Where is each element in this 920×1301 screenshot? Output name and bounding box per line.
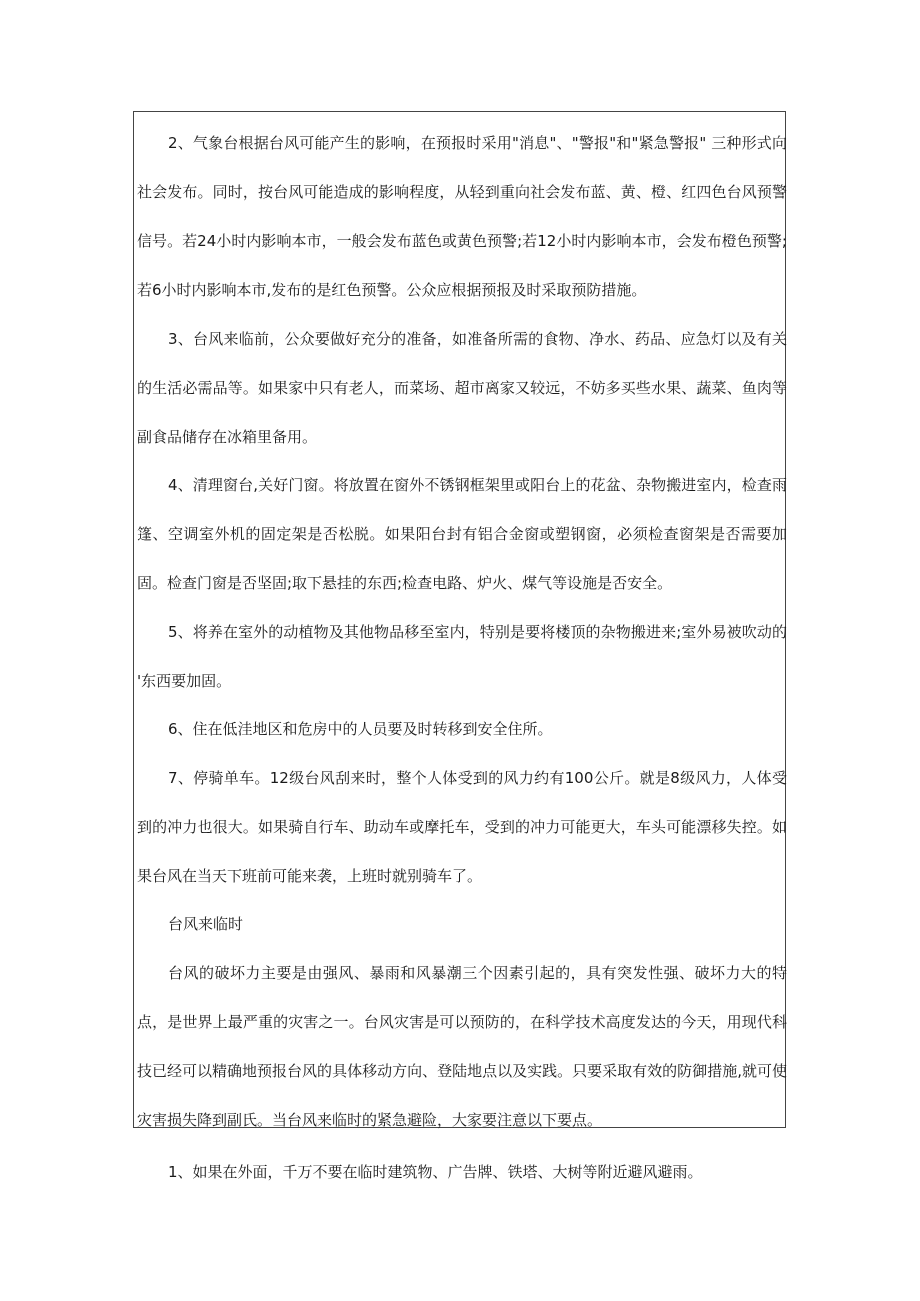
paragraph-3-preparation: 3、台风来临前，公众要做好充分的准备，如准备所需的食物、净水、药品、应急灯以及有关的生活必需品等。如果家中只有老人，而菜场、超市离家又较远，不妨多买些水果、蔬菜、鱼肉等副食品储存在冰箱里备用。 [137, 330, 787, 446]
paragraph-5-plants: 5、将养在室外的动植物及其他物品移至室内，特别是要将楼顶的杂物搬进来;室外易被吹动的 '东西要加固。 [137, 623, 787, 690]
paragraph-2-warning-system: 2、气象台根据台风可能产生的影响，在预报时采用"消息"、"警报"和"紧急警报" 三种形式向社会发布。同时，按台风可能造成的影响程度，从轻到重向社会发布蓝、黄、橙、红四色台风预警信号。若24小时内影响本市，一般会发布蓝色或黄色预警;若12小时内影响本市，会发布橙色预警;若6小时内影响本市,发布的是红色预警。公众应根据预报及时采取预防措施。 [137, 134, 787, 299]
paragraph-1-outdoors: 1、如果在外面，千万不要在临时建筑物、广告牌、铁塔、大树等附近避风避雨。 [168, 1163, 703, 1181]
paragraph-6-relocation: 6、住在低洼地区和危房中的人员要及时转移到安全住所。 [168, 720, 553, 738]
paragraph-7-bicycles: 7、停骑单车。12级台风刮来时，整个人体受到的风力约有100公斤。就是8级风力，人体受到的冲力也很大。如果骑自行车、助动车或摩托车，受到的冲力可能更大，车头可能漂移失控。如果台风在当天下班前可能来袭，上班时就别骑车了。 [137, 769, 787, 885]
paragraph-typhoon-intro: 台风的破坏力主要是由强风、暴雨和风暴潮三个因素引起的，具有突发性强、破坏力大的特点，是世界上最严重的灾害之一。台风灾害是可以预防的，在科学技术高度发达的今天，用现代科技已经可以精确地预报台风的具体移动方向、登陆地点以及实践。只要采取有效的防御措施,就可使灾害损失降到副氏。当台风来临时的紧急避险，大家要注意以下要点。 [137, 964, 787, 1129]
paragraph-4-windows: 4、清理窗台,关好门窗。将放置在窗外不锈钢框架里或阳台上的花盆、杂物搬进室内，检查雨篷、空调室外机的固定架是否松脱。如果阳台封有铝合金窗或塑钢窗，必须检查窗架是否需要加固。检查门窗是否坚固;取下悬挂的东西;检查电路、炉火、煤气等设施是否安全。 [137, 476, 787, 592]
section-heading: 台风来临时 [168, 915, 244, 933]
